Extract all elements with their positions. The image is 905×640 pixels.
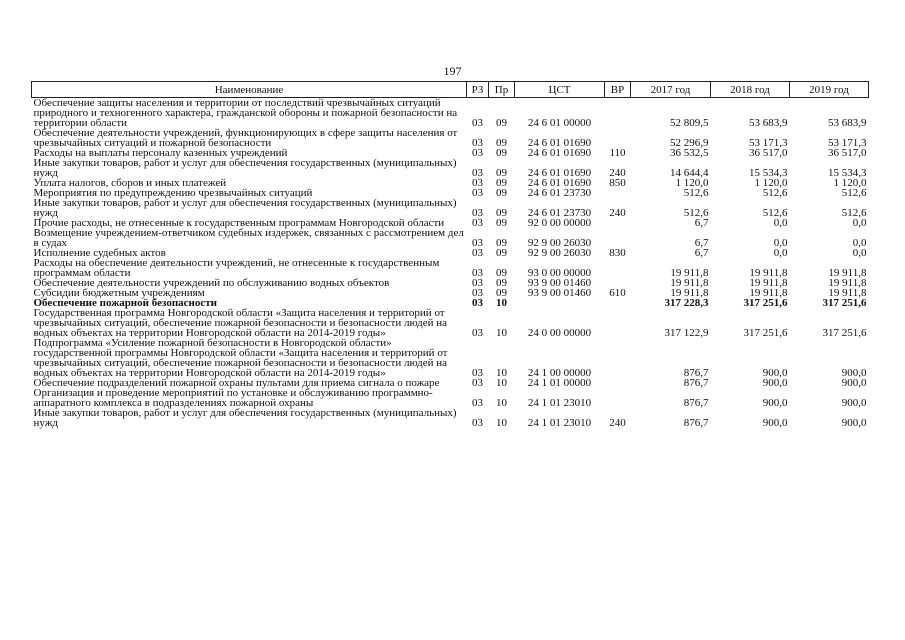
cell-name: Субсидии бюджетным учреждениям bbox=[33, 287, 205, 299]
cell-2019: 0,0 bbox=[852, 217, 867, 229]
cell-2018: 317 251,6 bbox=[743, 327, 788, 339]
cell-2019: 317 251,6 bbox=[822, 297, 867, 309]
cell-name: Подпрограмма «Усиление пожарной безопасности в Новгородской области» государственной программы Новгородской области «Защита населения и территорий от чрезвычайных ситуаций, обеспечение пожарной безопасности и безопасности людей на водных объектах на территории Новгородской области на 2014-2019 годы» bbox=[33, 337, 448, 379]
cell-vr: 240 bbox=[609, 417, 626, 429]
table-row bbox=[32, 228, 869, 248]
cell-cst: 24 6 01 00000 bbox=[527, 117, 592, 129]
cell-2018: 900,0 bbox=[762, 417, 788, 429]
cell-2017: 876,7 bbox=[683, 367, 709, 379]
cell-rz: 03 bbox=[472, 137, 483, 149]
header-2018: 2018 год bbox=[711, 82, 790, 98]
table-row bbox=[32, 198, 869, 218]
cell-name: Организация и проведение мероприятий по установке и обслуживанию программно-аппаратного комплекса в подразделениях пожарной охраны bbox=[33, 387, 433, 409]
cell-name: Обеспечение пожарной безопасности bbox=[33, 297, 218, 309]
cell-rz: 03 bbox=[472, 287, 483, 299]
cell-vr bbox=[605, 188, 631, 198]
cell-vr bbox=[605, 218, 631, 228]
cell-2017: 317 228,3 bbox=[664, 297, 709, 309]
cell-vr bbox=[605, 128, 631, 148]
cell-2018: 19 911,8 bbox=[749, 267, 788, 279]
cell-2017: 36 532,5 bbox=[670, 147, 709, 159]
cell-pr: 09 bbox=[496, 117, 507, 129]
cell-name: Исполнение судебных актов bbox=[33, 247, 166, 259]
cell-pr: 10 bbox=[496, 297, 507, 309]
cell-2018: 15 534,3 bbox=[749, 167, 788, 179]
cell-2018: 53 683,9 bbox=[749, 117, 788, 129]
cell-2017: 317 122,9 bbox=[664, 327, 709, 339]
table-row bbox=[32, 388, 869, 408]
header-vr: ВР bbox=[605, 82, 631, 98]
cell-cst: 24 6 01 01690 bbox=[527, 177, 592, 189]
cell-2017: 19 911,8 bbox=[670, 287, 709, 299]
cell-2018: 512,6 bbox=[762, 187, 788, 199]
cell-rz: 03 bbox=[472, 417, 483, 429]
cell-pr: 09 bbox=[496, 277, 507, 289]
cell-2018: 19 911,8 bbox=[749, 287, 788, 299]
cell-name: Иные закупки товаров, работ и услуг для обеспечения государственных (муниципальных) нужд bbox=[33, 157, 457, 179]
table-header-row bbox=[32, 82, 869, 98]
header-pr: Пр bbox=[489, 82, 515, 98]
cell-2017: 876,7 bbox=[683, 377, 709, 389]
cell-name: Расходы на обеспечение деятельности учреждений, не отнесенные к государственным программам области bbox=[33, 257, 440, 279]
cell-pr: 09 bbox=[496, 267, 507, 279]
cell-2018: 0,0 bbox=[773, 247, 788, 259]
cell-2017: 1 120,0 bbox=[675, 177, 709, 189]
cell-vr bbox=[605, 378, 631, 388]
cell-2019: 36 517,0 bbox=[828, 147, 867, 159]
cell-cst: 93 9 00 01460 bbox=[527, 277, 592, 289]
cell-2019: 53 171,3 bbox=[828, 137, 867, 149]
cell-cst bbox=[515, 298, 605, 308]
cell-2017: 52 296,9 bbox=[670, 137, 709, 149]
cell-rz: 03 bbox=[472, 277, 483, 289]
cell-2019: 900,0 bbox=[841, 397, 867, 409]
cell-cst: 24 6 01 01690 bbox=[527, 167, 592, 179]
cell-vr bbox=[605, 258, 631, 278]
table-row bbox=[32, 308, 869, 338]
cell-name: Иные закупки товаров, работ и услуг для обеспечения государственных (муниципальных) нужд bbox=[33, 197, 457, 219]
header-2019: 2019 год bbox=[790, 82, 869, 98]
cell-cst: 24 6 01 01690 bbox=[527, 137, 592, 149]
cell-rz: 03 bbox=[472, 267, 483, 279]
cell-cst: 24 6 01 23730 bbox=[527, 207, 592, 219]
cell-2018: 19 911,8 bbox=[749, 277, 788, 289]
cell-vr bbox=[605, 298, 631, 308]
cell-2018: 900,0 bbox=[762, 367, 788, 379]
table-row bbox=[32, 98, 869, 129]
cell-2018: 512,6 bbox=[762, 207, 788, 219]
cell-name: Государственная программа Новгородской области «Защита населения и территорий от чрезвычайных ситуаций, обеспечение пожарной безопасности и безопасности людей на водных объектах на территории Новгородской области на 2014-2019 годы» bbox=[33, 307, 448, 339]
cell-name: Иные закупки товаров, работ и услуг для обеспечения государственных (муниципальных) нужд bbox=[33, 407, 457, 429]
cell-rz: 03 bbox=[472, 217, 483, 229]
table-row bbox=[32, 158, 869, 178]
cell-name: Обеспечение подразделений пожарной охраны пультами для приема сигнала о пожаре bbox=[33, 377, 440, 389]
table-body bbox=[32, 98, 869, 429]
cell-2019: 1 120,0 bbox=[833, 177, 867, 189]
cell-vr: 240 bbox=[609, 207, 626, 219]
cell-2017: 6,7 bbox=[694, 217, 709, 229]
cell-2019: 0,0 bbox=[852, 237, 867, 249]
cell-rz: 03 bbox=[472, 397, 483, 409]
cell-2019: 512,6 bbox=[841, 207, 867, 219]
cell-2019: 900,0 bbox=[841, 367, 867, 379]
cell-name: Обеспечение деятельности учреждений, функционирующих в сфере защиты населения от чрезвычайных ситуаций и пожарной безопасности bbox=[33, 127, 458, 149]
cell-2019: 15 534,3 bbox=[828, 167, 867, 179]
cell-vr bbox=[605, 388, 631, 408]
cell-pr: 10 bbox=[496, 377, 507, 389]
cell-2017: 6,7 bbox=[694, 237, 709, 249]
cell-vr bbox=[605, 98, 631, 129]
cell-cst: 93 0 00 00000 bbox=[527, 267, 592, 279]
table-row bbox=[32, 258, 869, 278]
cell-rz: 03 bbox=[472, 297, 483, 309]
cell-2018: 0,0 bbox=[773, 217, 788, 229]
cell-name: Расходы на выплаты персоналу казенных учреждений bbox=[33, 147, 288, 159]
cell-2018: 0,0 bbox=[773, 237, 788, 249]
cell-2019: 53 683,9 bbox=[828, 117, 867, 129]
cell-2018: 1 120,0 bbox=[754, 177, 788, 189]
cell-2018: 900,0 bbox=[762, 377, 788, 389]
cell-2017: 52 809,5 bbox=[670, 117, 709, 129]
cell-2018: 317 251,6 bbox=[743, 297, 788, 309]
cell-name: Мероприятия по предупреждению чрезвычайных ситуаций bbox=[33, 187, 313, 199]
cell-2017: 19 911,8 bbox=[670, 267, 709, 279]
cell-vr bbox=[605, 228, 631, 248]
cell-pr: 09 bbox=[496, 207, 507, 219]
cell-2017: 512,6 bbox=[683, 187, 709, 199]
cell-cst: 92 9 00 26030 bbox=[527, 237, 592, 249]
cell-rz: 03 bbox=[472, 377, 483, 389]
cell-2019: 19 911,8 bbox=[828, 277, 867, 289]
cell-pr: 09 bbox=[496, 217, 507, 229]
cell-vr: 240 bbox=[609, 167, 626, 179]
cell-pr: 09 bbox=[496, 247, 507, 259]
cell-cst: 24 1 01 00000 bbox=[527, 377, 592, 389]
cell-vr: 850 bbox=[609, 177, 626, 189]
cell-pr: 09 bbox=[496, 137, 507, 149]
cell-rz: 03 bbox=[472, 167, 483, 179]
cell-cst: 24 6 01 01690 bbox=[527, 147, 592, 159]
cell-pr: 10 bbox=[496, 397, 507, 409]
cell-2019: 512,6 bbox=[841, 187, 867, 199]
cell-vr: 830 bbox=[609, 247, 626, 259]
cell-vr: 110 bbox=[609, 147, 626, 159]
cell-rz: 03 bbox=[472, 237, 483, 249]
cell-pr: 09 bbox=[496, 167, 507, 179]
cell-2019: 19 911,8 bbox=[828, 287, 867, 299]
cell-rz: 03 bbox=[472, 247, 483, 259]
header-rz: РЗ bbox=[467, 82, 489, 98]
cell-pr: 09 bbox=[496, 187, 507, 199]
cell-2017: 876,7 bbox=[683, 397, 709, 409]
cell-name: Обеспечение защиты населения и территории от последствий чрезвычайных ситуаций природного и техногенного характера, гражданской обороны и пожарной безопасности на территории области bbox=[33, 97, 458, 129]
cell-2017: 6,7 bbox=[694, 247, 709, 259]
cell-pr: 10 bbox=[496, 417, 507, 429]
cell-pr: 09 bbox=[496, 147, 507, 159]
cell-name: Обеспечение деятельности учреждений по обслуживанию водных объектов bbox=[33, 277, 390, 289]
budget-table bbox=[31, 81, 869, 428]
cell-2018: 53 171,3 bbox=[749, 137, 788, 149]
cell-cst: 92 0 00 00000 bbox=[527, 217, 592, 229]
table-row bbox=[32, 338, 869, 378]
cell-rz: 03 bbox=[472, 177, 483, 189]
cell-cst: 24 0 00 00000 bbox=[527, 327, 592, 339]
cell-cst: 24 1 01 23010 bbox=[527, 417, 592, 429]
cell-name: Возмещение учреждением-ответчиком судебных издержек, связанных с рассмотрением дел в судах bbox=[33, 227, 464, 249]
cell-2019: 19 911,8 bbox=[828, 267, 867, 279]
header-cst: ЦСТ bbox=[515, 82, 605, 98]
page-number: 197 bbox=[443, 64, 462, 78]
header-name: Наименование bbox=[32, 82, 467, 98]
table-row bbox=[32, 128, 869, 148]
cell-rz: 03 bbox=[472, 327, 483, 339]
cell-name: Прочие расходы, не отнесенные к государственным программам Новгородской области bbox=[33, 217, 445, 229]
cell-2018: 36 517,0 bbox=[749, 147, 788, 159]
cell-name: Уплата налогов, сборов и иных платежей bbox=[33, 177, 227, 189]
cell-cst: 24 1 01 23010 bbox=[527, 397, 592, 409]
cell-2019: 0,0 bbox=[852, 247, 867, 259]
cell-vr bbox=[605, 338, 631, 378]
cell-2017: 14 644,4 bbox=[670, 167, 709, 179]
cell-cst: 92 9 00 26030 bbox=[527, 247, 592, 259]
cell-rz: 03 bbox=[472, 367, 483, 379]
cell-2019: 900,0 bbox=[841, 377, 867, 389]
cell-vr: 610 bbox=[609, 287, 626, 299]
cell-rz: 03 bbox=[472, 187, 483, 199]
cell-pr: 09 bbox=[496, 237, 507, 249]
cell-2019: 900,0 bbox=[841, 417, 867, 429]
cell-pr: 10 bbox=[496, 327, 507, 339]
cell-2019: 317 251,6 bbox=[822, 327, 867, 339]
cell-vr bbox=[605, 308, 631, 338]
cell-cst: 93 9 00 01460 bbox=[527, 287, 592, 299]
cell-pr: 09 bbox=[496, 177, 507, 189]
cell-rz: 03 bbox=[472, 117, 483, 129]
cell-cst: 24 6 01 23730 bbox=[527, 187, 592, 199]
cell-pr: 09 bbox=[496, 287, 507, 299]
cell-cst: 24 1 00 00000 bbox=[527, 367, 592, 379]
cell-rz: 03 bbox=[472, 207, 483, 219]
table-row bbox=[32, 408, 869, 428]
cell-2017: 512,6 bbox=[683, 207, 709, 219]
cell-pr: 10 bbox=[496, 367, 507, 379]
cell-2017: 876,7 bbox=[683, 417, 709, 429]
header-2017: 2017 год bbox=[631, 82, 711, 98]
cell-2018: 900,0 bbox=[762, 397, 788, 409]
cell-2017: 19 911,8 bbox=[670, 277, 709, 289]
cell-rz: 03 bbox=[472, 147, 483, 159]
